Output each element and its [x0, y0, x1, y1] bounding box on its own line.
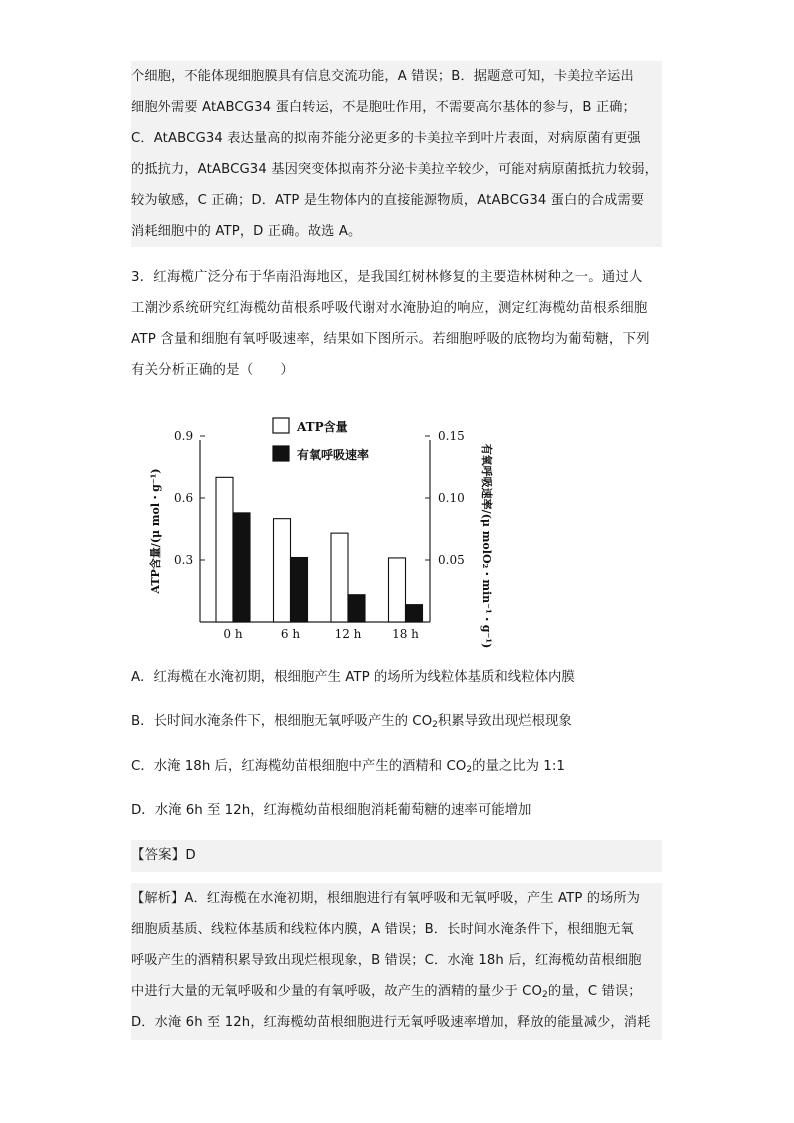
chart-svg [145, 412, 505, 648]
analysis-line [131, 976, 662, 1007]
option-d: D．水淹 6h 至 12h，红海榄幼苗根细胞消耗葡萄糖的速率可能增加 [131, 803, 532, 818]
bar-respiration [291, 558, 308, 622]
previous-explanation [131, 61, 662, 247]
bar-atp [274, 519, 291, 622]
legend-label-respiration: 有氧呼吸速率 [297, 448, 370, 462]
explanation-line: 个细胞，不能体现细胞膜具有信息交流功能，A 错误；B．据题意可知，卡美拉辛运出 [131, 69, 634, 84]
analysis-line: D．水淹 6h 至 12h，红海榄幼苗根细胞进行无氧呼吸速率增加，释放的能量减少，消耗 [131, 1015, 651, 1030]
explanation-line: 细胞外需要 AtABCG34 蛋白转运，不是胞吐作用，不需要高尔基体的参与，B 正确； [131, 100, 636, 115]
x-tick-label: 6 h [280, 627, 301, 641]
bar-chart [145, 412, 505, 648]
answer-block [131, 840, 662, 872]
option-b-text: B．长时间水淹条件下，根细胞无氧呼吸产生的 CO [131, 714, 433, 729]
y-axis-left-title: ATP含量/(μ mol・g⁻¹) [149, 468, 162, 594]
analysis-line: 细胞质基质、线粒体基质和线粒体内膜，A 错误；B．长时间水淹条件下，根细胞无氧 [131, 922, 634, 937]
analysis-block [131, 883, 662, 1040]
option-b-subscript: 2 [432, 720, 438, 730]
analysis-subscript: 2 [542, 990, 548, 1000]
explanation-line: 消耗细胞中的 ATP，D 正确。故选 A。 [131, 224, 362, 239]
option-c-text-end: 的量之比为 1:1 [472, 759, 565, 774]
question-line: 有关分析正确的是（ ） [131, 363, 295, 378]
y-axis-right-title: 有氧呼吸速率/(μ molO₂・min⁻¹・g⁻¹) [480, 443, 493, 648]
explanation-line: C．AtABCG34 表达量高的拟南芥能分泌更多的卡美拉辛到叶片表面，对病原菌有更强 [131, 131, 641, 146]
analysis-line4-text: 中进行大量的无氧呼吸和少量的有氧呼吸，故产生的酒精的量少于 CO [131, 984, 543, 999]
analysis-line: 呼吸产生的酒精积累导致出现烂根现象，B 错误；C．水淹 18h 后，红海榄幼苗根细胞 [131, 953, 642, 968]
option-c-text: C．水淹 18h 后，红海榄幼苗根细胞中产生的酒精和 CO [131, 759, 467, 774]
legend-swatch-atp [273, 418, 289, 433]
y-left-tick-label: 0.3 [174, 553, 194, 567]
question-line: 工潮沙系统研究红海榄幼苗根系呼吸代谢对水淹胁迫的响应，测定红海榄幼苗根系细胞 [131, 301, 648, 316]
bar-atp [216, 477, 233, 622]
bar-respiration [233, 513, 250, 622]
y-left-tick-label: 0.6 [174, 491, 194, 505]
legend-swatch-respiration [273, 446, 289, 461]
legend-label-atp: ATP含量 [297, 420, 348, 434]
x-tick-label: 12 h [334, 627, 362, 641]
bar-atp [389, 558, 406, 622]
x-tick-label: 0 h [223, 627, 243, 641]
option-a: A．红海榄在水淹初期，根细胞产生 ATP 的场所为线粒体基质和线粒体内膜 [131, 670, 575, 685]
bar-respiration [406, 605, 423, 622]
question-line: ATP 含量和细胞有氧呼吸速率，结果如下图所示。若细胞呼吸的底物均为葡萄糖，下列 [131, 332, 650, 347]
question-stem [131, 262, 662, 386]
option-c-subscript: 2 [466, 765, 473, 775]
option-c [131, 757, 565, 780]
bar-respiration [348, 595, 365, 622]
question-line: 3．红海榄广泛分布于华南沿海地区，是我国红树林修复的主要造林树种之一。通过人 [131, 270, 643, 285]
bar-atp [331, 533, 348, 622]
y-right-tick-label: 0.15 [438, 429, 465, 443]
y-right-tick-label: 0.05 [438, 553, 465, 567]
option-b-text-end: 积累导致出现烂根现象 [437, 714, 572, 729]
option-b [131, 712, 572, 735]
y-right-tick-label: 0.10 [438, 491, 465, 505]
explanation-line: 较为敏感，C 正确；D．ATP 是生物体内的直接能源物质，AtABCG34 蛋白的合成需要 [131, 193, 645, 208]
y-left-tick-label: 0.9 [174, 429, 194, 443]
analysis-line4-text-end: 的量，C 错误； [547, 984, 642, 999]
answer-label: 【答案】D [131, 848, 196, 863]
analysis-line: 【解析】A．红海榄在水淹初期，根细胞进行有氧呼吸和无氧呼吸，产生 ATP 的场所为 [131, 891, 641, 906]
x-tick-label: 18 h [392, 627, 419, 641]
explanation-line: 的抵抗力，AtABCG34 基因突变体拟南芥分泌卡美拉辛较少，可能对病原菌抵抗力较弱， [131, 162, 659, 177]
